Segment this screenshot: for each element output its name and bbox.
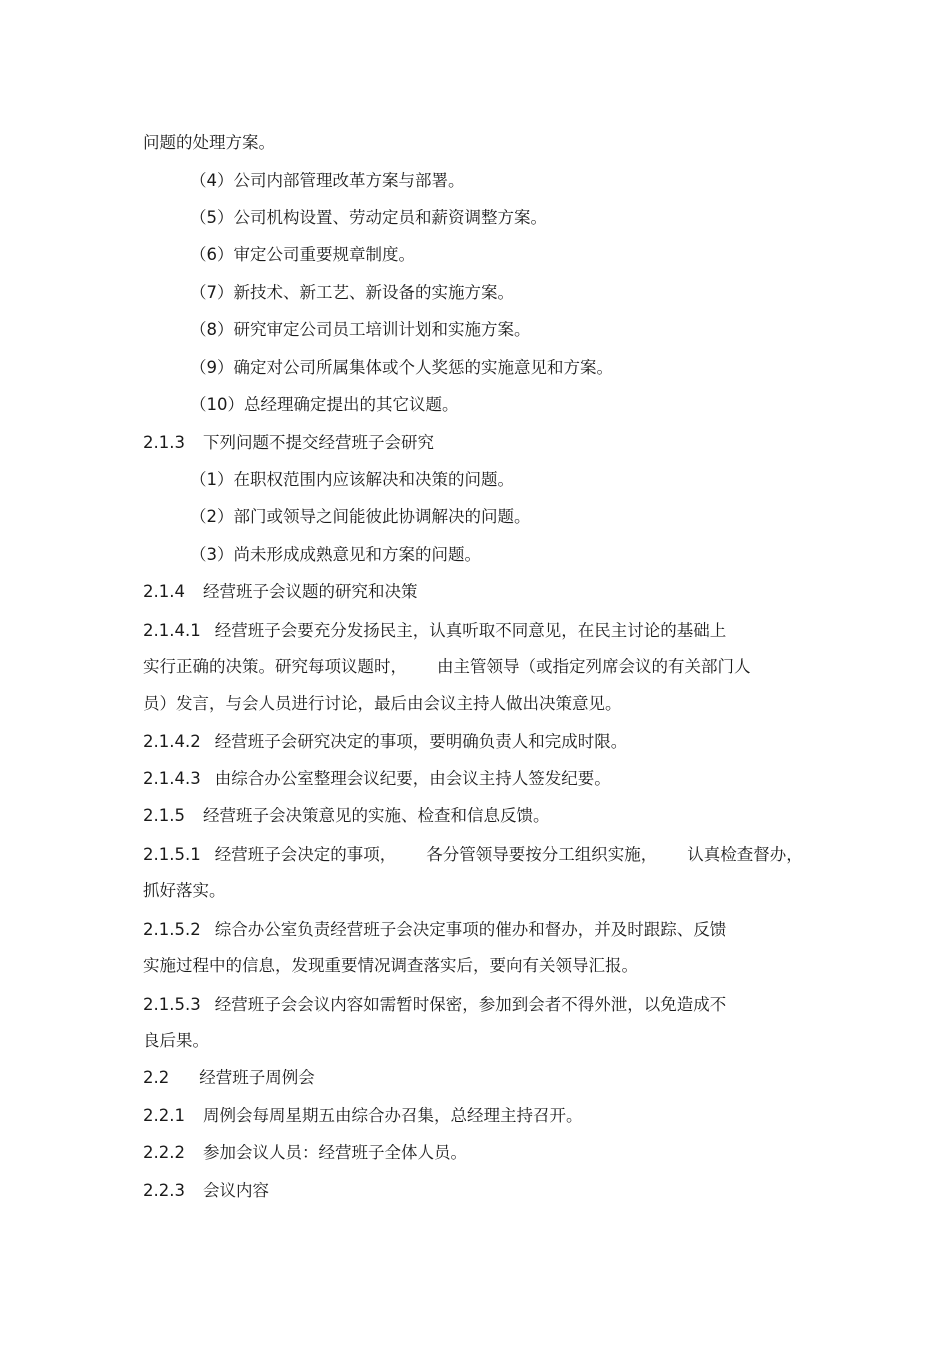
paragraph-line: 问题的处理方案。 xyxy=(143,133,275,152)
section-number: 2.1.5.3 xyxy=(143,995,201,1014)
paragraph-line: 2.2.2 参加会议人员：经营班子全体人员。 xyxy=(143,1143,467,1162)
section-number: 2.1.5 xyxy=(143,806,185,825)
paragraph-line: 2.1.4.3 由综合办公室整理会议纪要，由会议主持人签发纪要。 xyxy=(143,769,611,788)
list-item: （10）总经理确定提出的其它议题。 xyxy=(190,395,459,414)
list-item: （2）部门或领导之间能彼此协调解决的问题。 xyxy=(190,507,531,526)
list-item: （9）确定对公司所属集体或个人奖惩的实施意见和方案。 xyxy=(190,358,613,377)
section-heading: 2.1.5 经营班子会决策意见的实施、检查和信息反馈。 xyxy=(143,806,550,825)
paragraph-line: 抓好落实。 xyxy=(143,881,226,900)
paragraph-line: 实施过程中的信息，发现重要情况调查落实后，要向有关领导汇报。 xyxy=(143,956,638,975)
section-number: 2.2.2 xyxy=(143,1143,185,1162)
section-heading: 2.2 经营班子周例会 xyxy=(143,1068,315,1087)
section-number: 2.1.4 xyxy=(143,582,185,601)
section-heading: 2.1.3 下列问题不提交经营班子会研究 xyxy=(143,433,434,452)
section-heading: 2.2.3 会议内容 xyxy=(143,1181,269,1200)
section-number: 2.1.3 xyxy=(143,433,185,452)
list-item: （1）在职权范围内应该解决和决策的问题。 xyxy=(190,470,514,489)
paragraph-line: 实行正确的决策。研究每项议题时， 由主管领导（或指定列席会议的有关部门人 xyxy=(143,657,751,676)
paragraph-line: 良后果。 xyxy=(143,1031,209,1050)
section-number: 2.1.4.3 xyxy=(143,769,201,788)
paragraph-line: 2.1.5.2 综合办公室负责经营班子会决定事项的催办和督办，并及时跟踪、反馈 xyxy=(143,920,727,939)
paragraph-line: 2.1.5.3 经营班子会会议内容如需暂时保密，参加到会者不得外泄，以免造成不 xyxy=(143,995,727,1014)
paragraph-line: 2.2.1 周例会每周星期五由综合办召集，总经理主持召开。 xyxy=(143,1106,583,1125)
section-number: 2.1.5.2 xyxy=(143,920,201,939)
section-number: 2.1.4.2 xyxy=(143,732,201,751)
section-heading: 2.1.4 经营班子会议题的研究和决策 xyxy=(143,582,418,601)
list-item: （3）尚未形成成熟意见和方案的问题。 xyxy=(190,545,481,564)
paragraph-line: 2.1.5.1 经营班子会决定的事项， 各分管领导要按分工组织实施， 认真检查督办， xyxy=(143,845,803,864)
section-number: 2.1.4.1 xyxy=(143,621,201,640)
section-number: 2.2.1 xyxy=(143,1106,185,1125)
paragraph-line: 2.1.4.2 经营班子会研究决定的事项，要明确负责人和完成时限。 xyxy=(143,732,628,751)
section-number: 2.2.3 xyxy=(143,1181,185,1200)
paragraph-line: 员）发言，与会人员进行讨论，最后由会议主持人做出决策意见。 xyxy=(143,694,622,713)
section-number: 2.1.5.1 xyxy=(143,845,201,864)
section-number: 2.2 xyxy=(143,1068,170,1087)
list-item: （7）新技术、新工艺、新设备的实施方案。 xyxy=(190,283,514,302)
list-item: （5）公司机构设置、劳动定员和薪资调整方案。 xyxy=(190,208,547,227)
list-item: （8）研究审定公司员工培训计划和实施方案。 xyxy=(190,320,531,339)
list-item: （4）公司内部管理改革方案与部署。 xyxy=(190,171,465,190)
list-item: （6）审定公司重要规章制度。 xyxy=(190,245,415,264)
paragraph-line: 2.1.4.1 经营班子会要充分发扬民主，认真听取不同意见，在民主讨论的基础上 xyxy=(143,621,727,640)
